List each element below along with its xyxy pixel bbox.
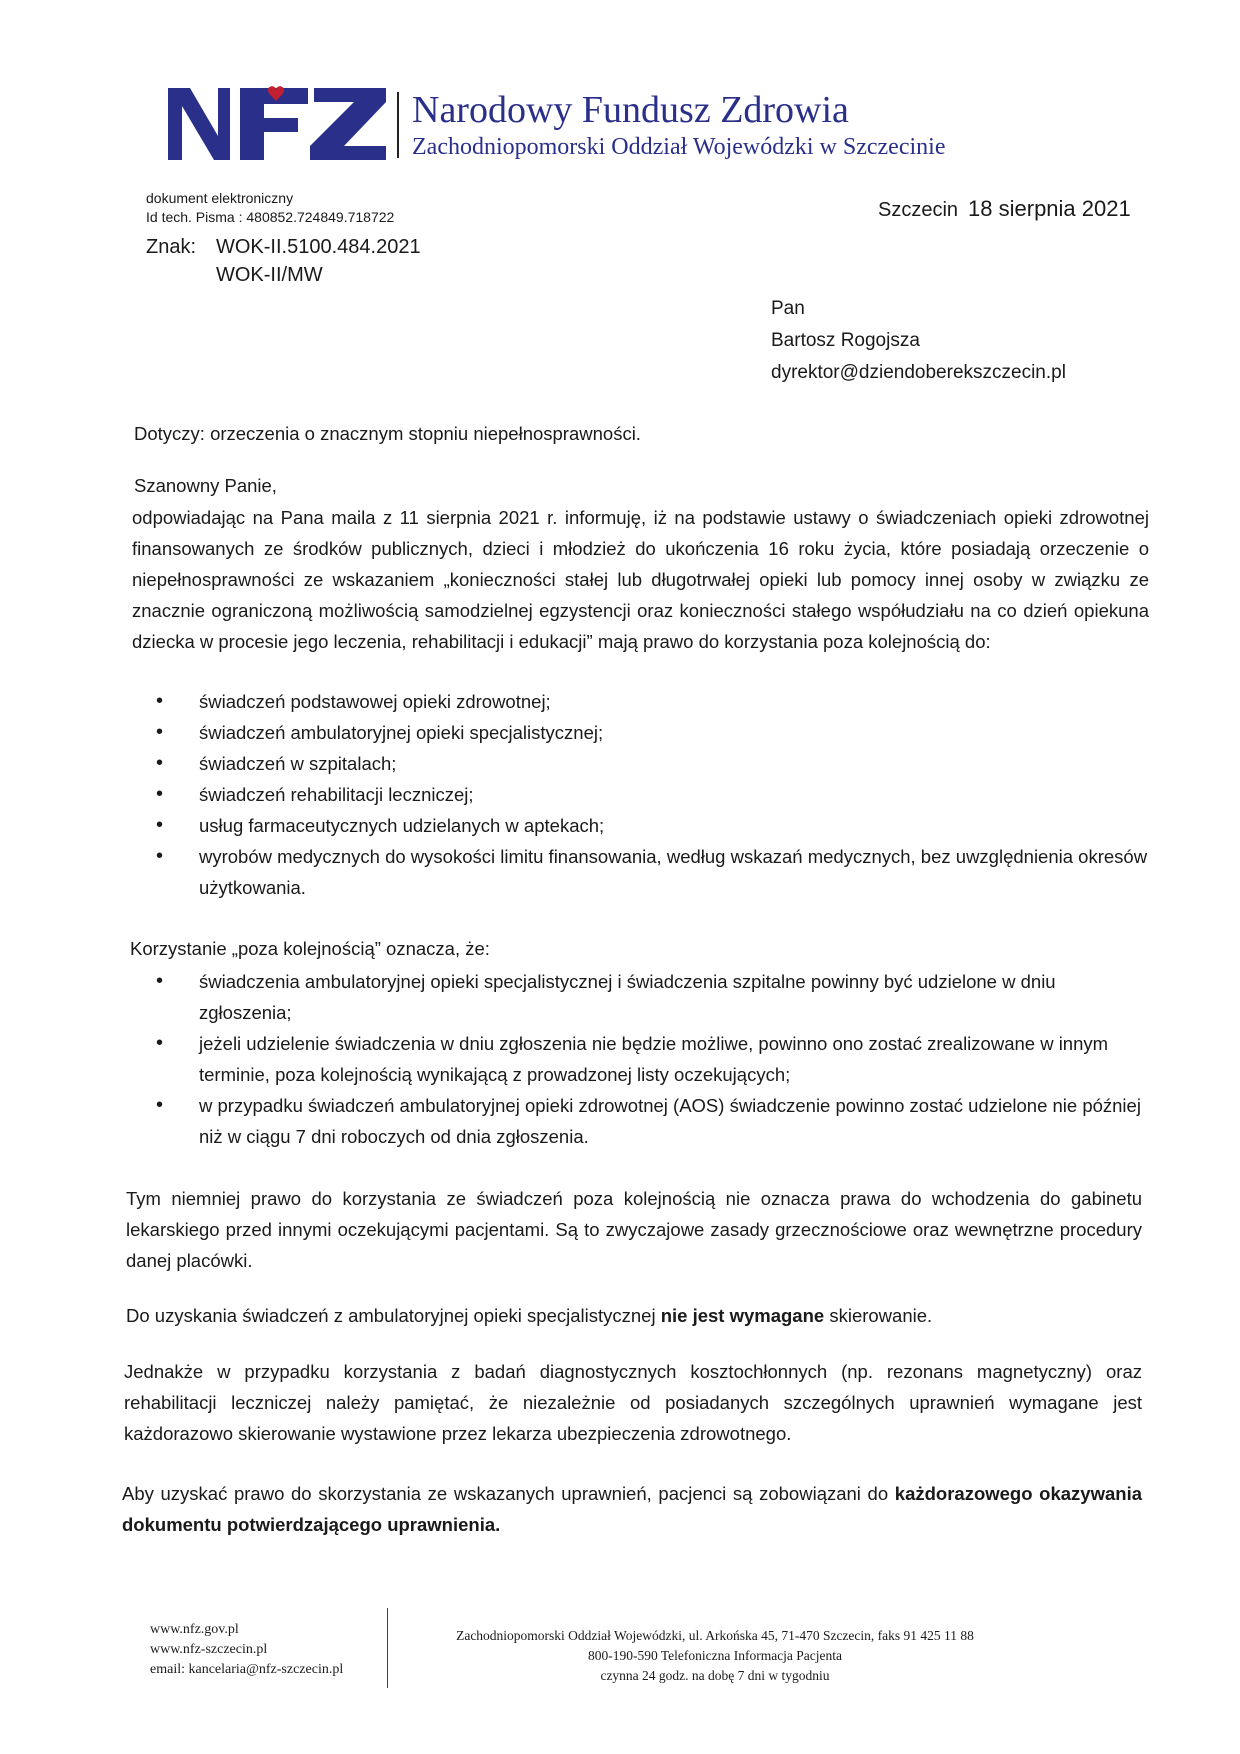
- list2-intro: Korzystanie „poza kolejnością” oznacza, że:: [130, 938, 490, 959]
- priority-rules-list: [134, 966, 1152, 1152]
- footer-link[interactable]: www.nfz-szczecin.pl: [150, 1642, 268, 1657]
- list-item: • w przypadku świadczeń ambulatoryjnej opieki zdrowotnej (AOS) świadczenie powinno zostać udzielone nie później niż w ciągu 7 dni roboczych od dnia zgłoszenia.: [134, 1090, 1152, 1152]
- intro-paragraph: odpowiadając na Pana maila z 11 sierpnia 2021 r. informuję, iż na podstawie ustawy o świadczeniach opieki zdrowotnej finansowanych ze środków publicznych, dzieci i młodzież do ukończenia 16 roku życia, które posiadają orzeczenie o niepełnosprawności ze wskazaniem „konieczności stałej lub długotrwałej opieki lub pomocy innej osoby w związku ze znacznie ograniczoną możliwością samodzielnej egzystencji oraz konieczności stałego współudziału na co dzień opiekuna dziecka w procesie jego leczenia, rehabilitacji i edukacji” mają prawo do korzystania poza kolejnością do:: [132, 507, 1149, 652]
- reference-number: WOK-II.5100.484.2021: [216, 236, 421, 258]
- recipient-email: dyrektor@dziendoberekszczecin.pl: [771, 362, 1066, 383]
- paragraph-documents: [122, 1478, 1142, 1540]
- list-item: • świadczeń podstawowej opieki zdrowotnej;: [134, 686, 1152, 717]
- list-item: • wyrobów medycznych do wysokości limitu finansowania, według wskazań medycznych, bez uwzględnienia okresów użytkowania.: [134, 841, 1152, 903]
- emphasis-text: nie jest wymagane: [660, 1305, 825, 1326]
- nfz-logo: [168, 84, 388, 164]
- date-value: 18 sierpnia 2021: [968, 196, 1131, 221]
- footer-address-line: Zachodniopomorski Oddział Wojewódzki, ul. Arkońska 45, 71-470 Szczecin, faks 91 425 11 88: [456, 1628, 974, 1643]
- list-item: • świadczeń rehabilitacji leczniczej;: [134, 779, 1152, 810]
- paragraph-text: skierowanie.: [824, 1305, 933, 1326]
- list-item: • świadczeń w szpitalach;: [134, 748, 1152, 779]
- recipient-salutation: Pan: [771, 298, 805, 319]
- subject-line: Dotyczy: orzeczenia o znacznym stopniu niepełnosprawności.: [134, 423, 641, 444]
- date-line: [878, 196, 1131, 222]
- org-subtitle: Zachodniopomorski Oddział Wojewódzki w Szczecinie: [412, 134, 946, 160]
- greeting: Szanowny Panie,: [134, 475, 277, 496]
- meta-block: [146, 189, 394, 227]
- footer-link[interactable]: www.nfz.gov.pl: [150, 1622, 239, 1637]
- paragraph-diagnostics: Jednakże w przypadku korzystania z badań diagnostycznych kosztochłonnych (np. rezonans magnetyczny) oraz rehabilitacji leczniczej należy pamiętać, że niezależnie od posiadanych szczególnych uprawnień wymagane jest każdorazowo skierowanie wystawione przez lekarza ubezpieczenia zdrowotnego.: [124, 1361, 1142, 1444]
- reference-number-2: WOK-II/MW: [216, 264, 323, 286]
- recipient-name: Bartosz Rogojsza: [771, 330, 920, 351]
- footer-hotline: 800-190-590 Telefoniczna Informacja Pacjenta: [587, 1648, 843, 1663]
- benefits-list: [134, 686, 1152, 903]
- footer-separator: [387, 1608, 388, 1688]
- reference-block: [146, 233, 421, 289]
- paragraph-referral: [126, 1300, 1142, 1331]
- doc-type: dokument elektroniczny: [146, 190, 294, 206]
- paragraph-text: Aby uzyskać prawo do skorzystania ze wskazanych uprawnień, pacjenci są zobowiązani do: [122, 1483, 895, 1504]
- paragraph-queue-rules: Tym niemniej prawo do korzystania ze świadczeń poza kolejnością nie oznacza prawa do wchodzenia do gabinetu lekarskiego przed innymi oczekującymi pacjentami. Są to zwyczajowe zasady grzecznościowe oraz wewnętrzne procedury danej placówki.: [126, 1188, 1142, 1271]
- paragraph-text: Do uzyskania świadczeń z ambulatoryjnej opieki specjalistycznej: [126, 1305, 661, 1326]
- list-item: • jeżeli udzielenie świadczenia w dniu zgłoszenia nie będzie możliwe, powinno ono zostać zrealizowane w innym terminie, poza kolejnością wynikającą z prowadzonej listy oczekujących;: [134, 1028, 1152, 1090]
- footer-address: [395, 1626, 1035, 1686]
- org-name: Narodowy Fundusz Zdrowia: [412, 89, 849, 131]
- doc-id: Id tech. Pisma : 480852.724849.718722: [146, 209, 395, 225]
- emphasis-text: każdorazowego okazywania dokumentu potwierdzającego uprawnienia.: [122, 1483, 1142, 1535]
- list-item: • usług farmaceutycznych udzielanych w aptekach;: [134, 810, 1152, 841]
- recipient-block: [771, 293, 1066, 389]
- logo-separator: [397, 92, 399, 158]
- footer-hours: czynna 24 godz. na dobę 7 dni w tygodniu: [600, 1668, 830, 1683]
- list-item: • świadczenia ambulatoryjnej opieki specjalistycznej i świadczenia szpitalne powinny być udzielone w dniu zgłoszenia;: [134, 966, 1152, 1028]
- footer-email[interactable]: email: kancelaria@nfz-szczecin.pl: [150, 1662, 344, 1677]
- date-city: Szczecin: [878, 199, 959, 221]
- list-item: • świadczeń ambulatoryjnej opieki specjalistycznej;: [134, 717, 1152, 748]
- footer-contact: [150, 1620, 343, 1680]
- reference-label: Znak:: [146, 236, 197, 258]
